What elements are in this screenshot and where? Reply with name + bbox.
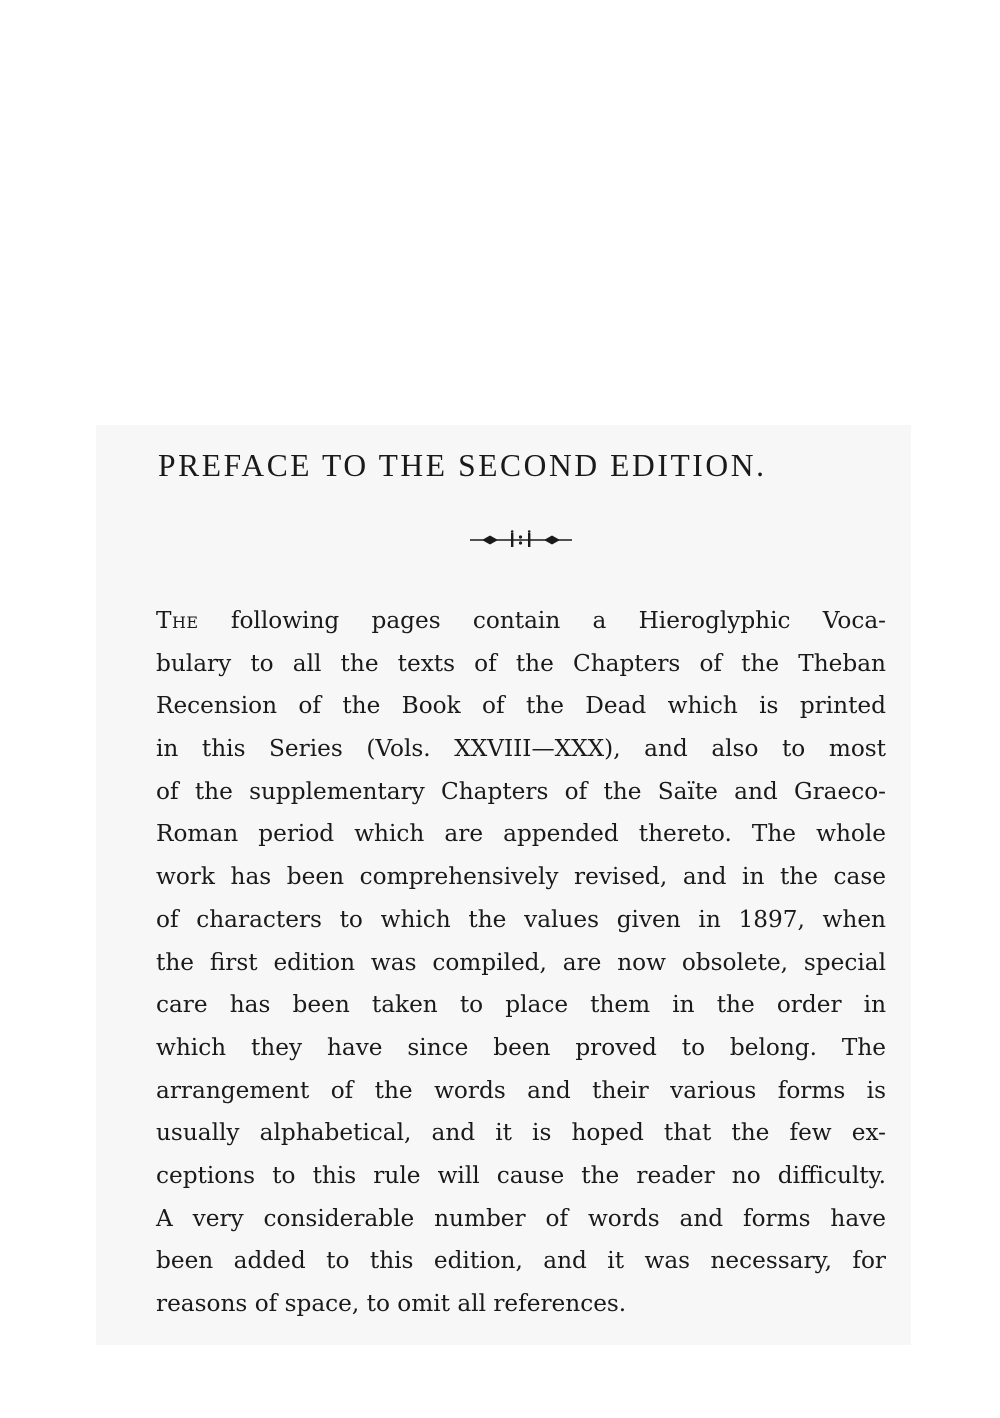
text-line: of the supplementary Chapters of the Saïte and Graeco- bbox=[156, 777, 886, 805]
text-line: which they have since been proved to belong. The bbox=[156, 1033, 886, 1061]
text-line: arrangement of the words and their various forms is bbox=[156, 1076, 886, 1104]
text-line: reasons of space, to omit all references. bbox=[156, 1290, 627, 1317]
page-title: PREFACE TO THE SECOND EDITION. bbox=[158, 448, 767, 483]
text-line: bulary to all the texts of the Chapters of the Theban bbox=[156, 649, 886, 677]
text-line: The following pages contain a Hieroglyphic Voca- bbox=[156, 607, 886, 634]
text-line: in this Series (Vols. XXVIII—XXX), and also to most bbox=[156, 735, 886, 763]
preface-body bbox=[156, 600, 886, 1326]
text-line: ceptions to this rule will cause the reader no difficulty. bbox=[156, 1161, 886, 1189]
double-arrow-ornament-icon bbox=[468, 529, 574, 551]
text-line: of characters to which the values given in 1897, when bbox=[156, 905, 886, 933]
text-line: Recension of the Book of the Dead which is printed bbox=[156, 692, 886, 720]
text-line: the first edition was compiled, are now obsolete, special bbox=[156, 948, 886, 976]
text-line: work has been comprehensively revised, and in the case bbox=[156, 863, 886, 891]
text-line: usually alphabetical, and it is hoped that the few ex- bbox=[156, 1119, 886, 1147]
text-line: Roman period which are appended thereto. The whole bbox=[156, 820, 886, 848]
text-line: been added to this edition, and it was necessary, for bbox=[156, 1247, 886, 1275]
drop-word: The bbox=[156, 607, 199, 634]
text-line: care has been taken to place them in the order in bbox=[156, 991, 886, 1019]
text-line: A very considerable number of words and forms have bbox=[156, 1204, 886, 1232]
